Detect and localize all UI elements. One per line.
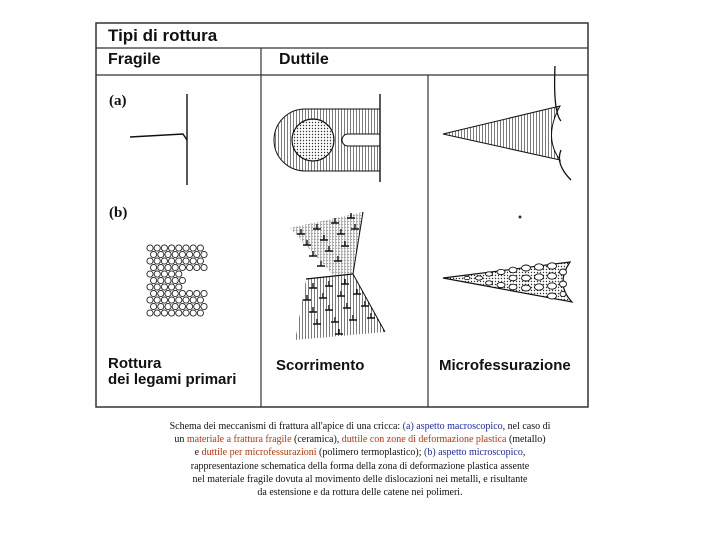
panel-label-b: (b): [109, 205, 128, 221]
microvoid: [548, 263, 557, 269]
atom: [176, 245, 182, 251]
microvoid: [560, 281, 567, 287]
caption-text: ,: [522, 447, 526, 459]
atom: [161, 258, 167, 264]
atom: [194, 290, 200, 296]
label-bond-rupture-line2: dei legami primari: [108, 371, 237, 388]
atom: [147, 245, 153, 251]
caption-highlight-micro: (b) aspetto microscopico: [424, 447, 523, 459]
atom: [147, 258, 153, 264]
atom: [176, 297, 182, 303]
caption-text: da estensione e da rottura delle catene nei polimeri.: [257, 487, 463, 499]
microvoid: [548, 293, 557, 299]
atom: [197, 258, 203, 264]
fragile-sharp-crack: [130, 94, 187, 185]
atom: [176, 310, 182, 316]
atom: [194, 251, 200, 257]
atom: [169, 310, 175, 316]
atom: [169, 284, 175, 290]
atom: [197, 297, 203, 303]
atom: [201, 251, 207, 257]
microvoid: [548, 283, 557, 289]
atom: [154, 258, 160, 264]
atom: [158, 251, 164, 257]
atom: [197, 310, 203, 316]
caption-highlight-ductile: duttile con zone di deformazione plastica: [341, 434, 507, 446]
atomic-lattice: [147, 245, 207, 316]
microvoid: [522, 275, 531, 281]
microvoid: [522, 265, 531, 271]
atom: [151, 290, 157, 296]
column-header-ductile: Duttile: [279, 51, 329, 68]
atom: [151, 251, 157, 257]
caption-text: rappresentazione schematica della forma della zona di deformazione plastica assente: [190, 460, 530, 472]
atom: [176, 258, 182, 264]
atom: [169, 271, 175, 277]
caption-text: Schema dei meccanismi di frattura all'apice di una cricca:: [169, 421, 403, 432]
atom: [169, 297, 175, 303]
atom: [158, 264, 164, 270]
atom: [161, 271, 167, 277]
label-slip: Scorrimento: [276, 357, 365, 374]
atom: [194, 264, 200, 270]
atom: [158, 290, 164, 296]
microvoid: [560, 291, 566, 296]
atom: [161, 284, 167, 290]
label-microcracking: Microfessurazione: [439, 357, 571, 374]
atom: [183, 310, 189, 316]
atom: [161, 310, 167, 316]
figure-title: Tipi di rottura: [108, 26, 218, 45]
atom: [147, 297, 153, 303]
caption-text: (ceramica),: [291, 434, 342, 446]
atom: [154, 284, 160, 290]
atom: [201, 303, 207, 309]
caption-text: un: [174, 434, 187, 446]
atom: [187, 290, 193, 296]
atom: [179, 277, 185, 283]
microvoid: [476, 276, 483, 280]
atom: [187, 264, 193, 270]
atom: [151, 264, 157, 270]
atom: [169, 258, 175, 264]
atom: [176, 284, 182, 290]
atom: [151, 303, 157, 309]
atom: [183, 245, 189, 251]
atom: [179, 303, 185, 309]
atom: [179, 251, 185, 257]
atom: [165, 264, 171, 270]
atom: [147, 310, 153, 316]
caption-highlight-fragile: materiale a frattura fragile: [186, 434, 292, 446]
microvoid: [522, 285, 531, 291]
microvoid: [548, 273, 557, 279]
caption-highlight-macro: (a) aspetto macroscopico: [402, 421, 503, 432]
atom: [161, 245, 167, 251]
atom: [190, 258, 196, 264]
atom: [169, 245, 175, 251]
atom: [165, 290, 171, 296]
atom: [154, 271, 160, 277]
atom: [183, 258, 189, 264]
figure-frame: [96, 23, 588, 407]
microvoid: [560, 269, 567, 275]
atom: [172, 290, 178, 296]
atom: [165, 251, 171, 257]
atom: [172, 277, 178, 283]
microvoid: [535, 264, 544, 270]
microvoid: [509, 275, 517, 281]
microvoid: [486, 272, 493, 276]
column-header-fragile: Fragile: [108, 51, 161, 68]
atom: [176, 271, 182, 277]
microvoid-crazing-zone: [443, 216, 572, 303]
atom: [194, 303, 200, 309]
label-bond-rupture: [108, 356, 268, 388]
atom: [165, 303, 171, 309]
microvoid: [535, 284, 544, 290]
fracture-types-figure: [95, 22, 589, 408]
atom: [179, 290, 185, 296]
atom: [183, 297, 189, 303]
microvoid: [535, 274, 544, 280]
caption-highlight-microcracking: duttile per microfessurazioni: [201, 447, 317, 459]
ductile-plastic-zone: [274, 94, 380, 182]
atom: [190, 245, 196, 251]
atom: [147, 284, 153, 290]
atom: [172, 303, 178, 309]
caption-text: nel materiale fragile dovuta al movimento delle dislocazioni nei metalli, e risultante: [192, 473, 528, 485]
figure-drawing: [95, 22, 589, 408]
label-bond-rupture-line1: Rottura: [108, 355, 162, 372]
caption-text: (polimero termoplastico);: [316, 447, 425, 459]
microvoid: [497, 282, 505, 287]
panel-label-a: (a): [109, 93, 127, 109]
atom: [201, 290, 207, 296]
atom: [187, 303, 193, 309]
atom: [190, 310, 196, 316]
caption-text: e: [194, 447, 202, 459]
atom: [161, 297, 167, 303]
atom: [197, 245, 203, 251]
atom: [201, 264, 207, 270]
caption-text: , nel caso di: [502, 421, 551, 432]
atom: [154, 297, 160, 303]
atom: [172, 264, 178, 270]
atom: [172, 251, 178, 257]
microvoid: [509, 267, 517, 273]
atom: [151, 277, 157, 283]
atom: [158, 277, 164, 283]
microvoid: [509, 284, 517, 290]
microvoid: [497, 269, 505, 274]
caption-text: (metallo): [506, 434, 546, 446]
crazing-zone-macro: [443, 66, 571, 180]
microvoid: [464, 276, 470, 279]
microvoid: [486, 281, 493, 285]
atom: [190, 297, 196, 303]
atom: [179, 264, 185, 270]
figure-caption: [140, 420, 580, 499]
atom: [165, 277, 171, 283]
atom: [154, 310, 160, 316]
atom: [158, 303, 164, 309]
slip-dislocation-zones: [285, 207, 385, 340]
atom: [147, 271, 153, 277]
atom: [187, 251, 193, 257]
atom: [154, 245, 160, 251]
